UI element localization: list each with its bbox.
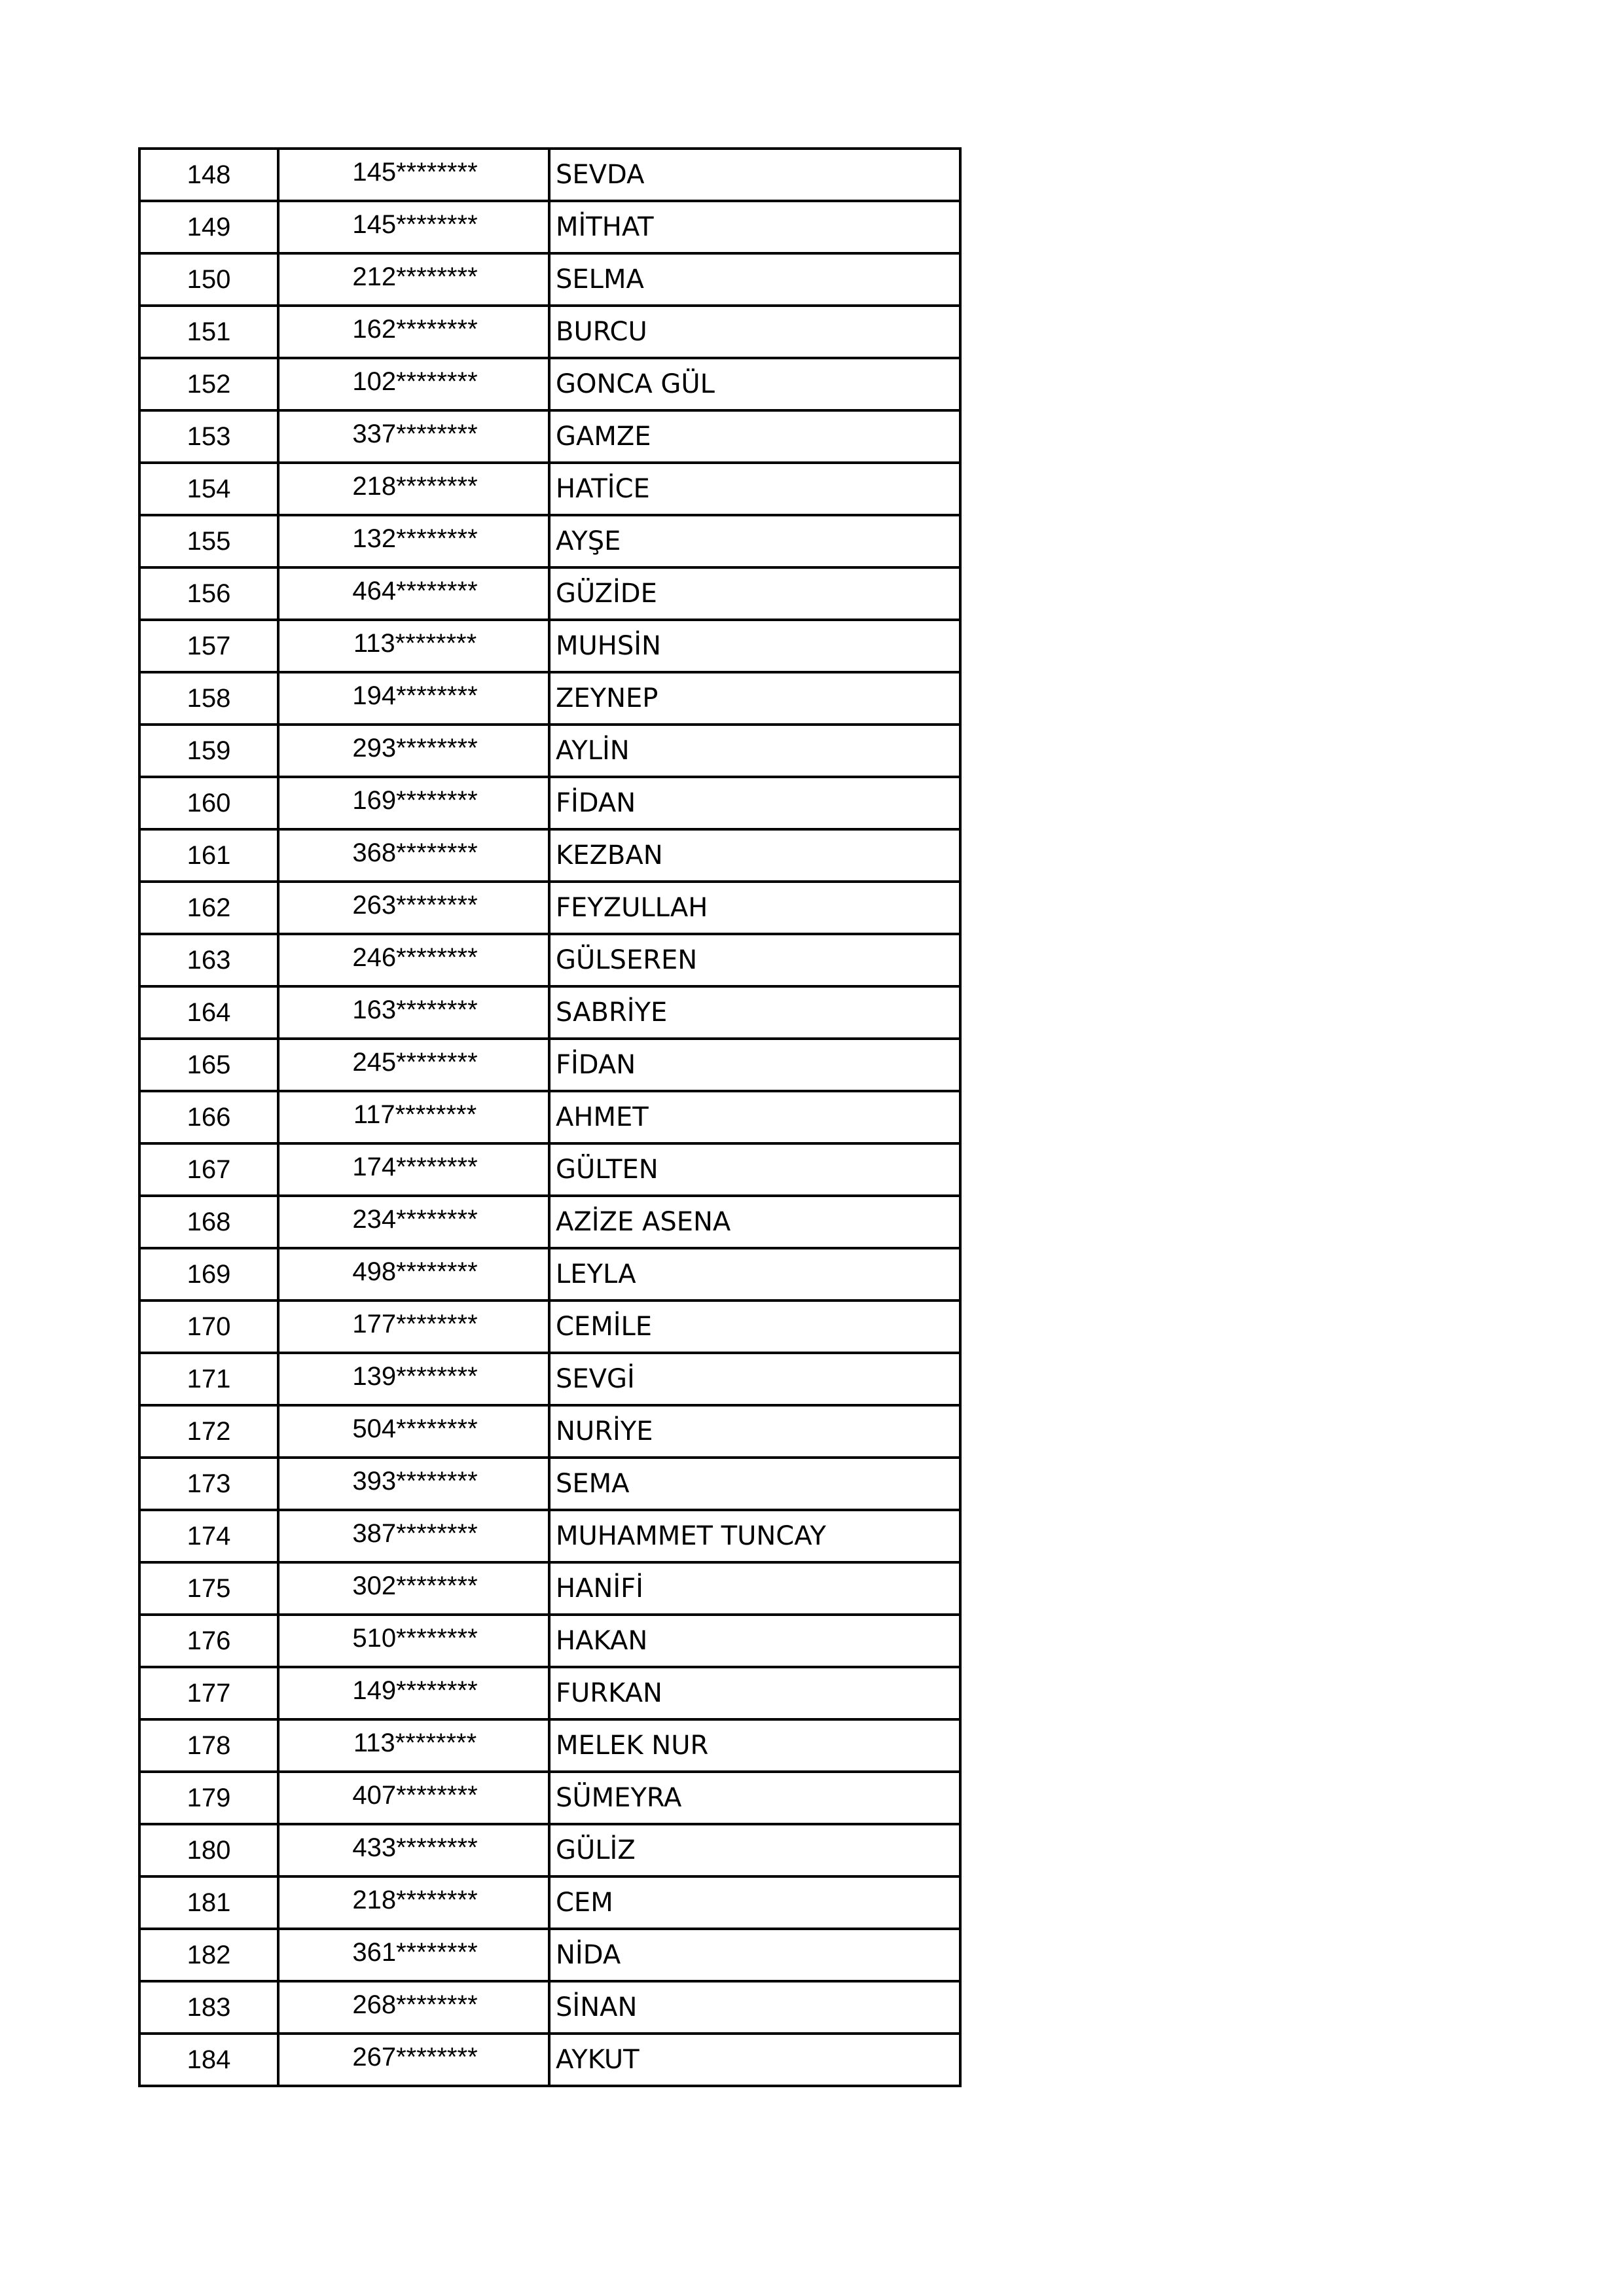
masked-id-text: 337******** bbox=[352, 419, 478, 448]
table-row bbox=[139, 725, 960, 777]
table-row bbox=[139, 2034, 960, 2086]
row-number-cell: 166 bbox=[139, 1091, 278, 1143]
masked-id-text: 268******** bbox=[352, 1990, 478, 2019]
table-row bbox=[139, 1719, 960, 1772]
masked-id-cell bbox=[278, 934, 549, 986]
person-name-cell: FURKAN bbox=[549, 1667, 960, 1719]
row-number-cell: 162 bbox=[139, 882, 278, 934]
masked-id-text: 245******** bbox=[352, 1047, 478, 1077]
masked-id-cell bbox=[278, 463, 549, 515]
row-number-cell: 148 bbox=[139, 149, 278, 201]
person-name-cell: FEYZULLAH bbox=[549, 882, 960, 934]
masked-id-cell bbox=[278, 2034, 549, 2086]
masked-id-cell bbox=[278, 201, 549, 253]
person-name-cell: GONCA GÜL bbox=[549, 358, 960, 410]
masked-id-cell bbox=[278, 1824, 549, 1876]
table-row bbox=[139, 777, 960, 829]
masked-id-cell bbox=[278, 306, 549, 358]
row-number-cell: 161 bbox=[139, 829, 278, 882]
person-name-cell: KEZBAN bbox=[549, 829, 960, 882]
row-number-cell: 155 bbox=[139, 515, 278, 567]
person-name-cell: MELEK NUR bbox=[549, 1719, 960, 1772]
person-name-cell: FİDAN bbox=[549, 1039, 960, 1091]
person-name-cell: NİDA bbox=[549, 1929, 960, 1981]
masked-id-text: 504******** bbox=[352, 1414, 478, 1443]
person-name-cell: LEYLA bbox=[549, 1248, 960, 1300]
person-name-cell: HATİCE bbox=[549, 463, 960, 515]
row-number-cell: 180 bbox=[139, 1824, 278, 1876]
masked-id-cell bbox=[278, 410, 549, 463]
table-row bbox=[139, 1248, 960, 1300]
row-number-cell: 179 bbox=[139, 1772, 278, 1824]
masked-id-text: 145******** bbox=[352, 157, 478, 187]
row-number-cell: 160 bbox=[139, 777, 278, 829]
masked-id-cell bbox=[278, 986, 549, 1039]
table-row bbox=[139, 149, 960, 201]
row-number-cell: 181 bbox=[139, 1876, 278, 1929]
row-number-cell: 163 bbox=[139, 934, 278, 986]
person-name-cell: BURCU bbox=[549, 306, 960, 358]
masked-id-text: 234******** bbox=[352, 1204, 478, 1234]
person-name-cell: ZEYNEP bbox=[549, 672, 960, 725]
masked-id-cell bbox=[278, 829, 549, 882]
table-row bbox=[139, 1458, 960, 1510]
table-row bbox=[139, 1981, 960, 2034]
person-name-cell: GÜZİDE bbox=[549, 567, 960, 620]
masked-id-text: 263******** bbox=[352, 890, 478, 920]
row-number-cell: 174 bbox=[139, 1510, 278, 1562]
person-name-cell: MİTHAT bbox=[549, 201, 960, 253]
masked-id-cell bbox=[278, 1510, 549, 1562]
masked-id-cell bbox=[278, 358, 549, 410]
person-name-cell: AYŞE bbox=[549, 515, 960, 567]
masked-id-text: 177******** bbox=[352, 1309, 478, 1338]
masked-id-text: 361******** bbox=[352, 1937, 478, 1967]
masked-id-cell bbox=[278, 1458, 549, 1510]
table-row bbox=[139, 672, 960, 725]
masked-id-cell bbox=[278, 672, 549, 725]
person-name-cell: AZİZE ASENA bbox=[549, 1196, 960, 1248]
masked-id-cell bbox=[278, 1615, 549, 1667]
masked-id-cell bbox=[278, 149, 549, 201]
person-name-cell: MUHAMMET TUNCAY bbox=[549, 1510, 960, 1562]
row-number-cell: 165 bbox=[139, 1039, 278, 1091]
row-number-cell: 183 bbox=[139, 1981, 278, 2034]
masked-id-cell bbox=[278, 1562, 549, 1615]
masked-id-cell bbox=[278, 1248, 549, 1300]
masked-id-text: 117******** bbox=[353, 1100, 477, 1129]
masked-id-cell bbox=[278, 882, 549, 934]
masked-id-text: 145******** bbox=[352, 209, 478, 239]
person-name-cell: SEMA bbox=[549, 1458, 960, 1510]
table-row bbox=[139, 1405, 960, 1458]
table-row bbox=[139, 1876, 960, 1929]
person-name-cell: MUHSİN bbox=[549, 620, 960, 672]
masked-id-cell bbox=[278, 1929, 549, 1981]
table-row bbox=[139, 1929, 960, 1981]
row-number-cell: 173 bbox=[139, 1458, 278, 1510]
person-name-cell: GÜLTEN bbox=[549, 1143, 960, 1196]
table-row bbox=[139, 1353, 960, 1405]
row-number-cell: 171 bbox=[139, 1353, 278, 1405]
masked-id-cell bbox=[278, 515, 549, 567]
person-name-cell: GAMZE bbox=[549, 410, 960, 463]
masked-id-text: 212******** bbox=[352, 262, 478, 291]
table-row bbox=[139, 1615, 960, 1667]
table-row bbox=[139, 253, 960, 306]
masked-id-text: 293******** bbox=[352, 733, 478, 762]
table-row bbox=[139, 306, 960, 358]
masked-id-cell bbox=[278, 620, 549, 672]
masked-id-text: 433******** bbox=[352, 1833, 478, 1862]
row-number-cell: 184 bbox=[139, 2034, 278, 2086]
masked-id-text: 407******** bbox=[352, 1780, 478, 1810]
row-number-cell: 169 bbox=[139, 1248, 278, 1300]
row-number-cell: 164 bbox=[139, 986, 278, 1039]
table-row bbox=[139, 358, 960, 410]
masked-id-text: 218******** bbox=[352, 1885, 478, 1914]
table-row bbox=[139, 1562, 960, 1615]
masked-id-cell bbox=[278, 1196, 549, 1248]
row-number-cell: 172 bbox=[139, 1405, 278, 1458]
masked-id-text: 113******** bbox=[353, 628, 477, 658]
table-row bbox=[139, 1772, 960, 1824]
name-list-table bbox=[138, 147, 962, 2087]
masked-id-text: 218******** bbox=[352, 471, 478, 501]
masked-id-text: 464******** bbox=[352, 576, 478, 605]
table-row bbox=[139, 1143, 960, 1196]
table-row bbox=[139, 1667, 960, 1719]
masked-id-cell bbox=[278, 567, 549, 620]
masked-id-text: 387******** bbox=[352, 1518, 478, 1548]
person-name-cell: GÜLSEREN bbox=[549, 934, 960, 986]
person-name-cell: NURİYE bbox=[549, 1405, 960, 1458]
row-number-cell: 152 bbox=[139, 358, 278, 410]
masked-id-text: 132******** bbox=[352, 524, 478, 553]
table-row bbox=[139, 882, 960, 934]
masked-id-cell bbox=[278, 1405, 549, 1458]
row-number-cell: 157 bbox=[139, 620, 278, 672]
person-name-cell: SELMA bbox=[549, 253, 960, 306]
table-row bbox=[139, 1196, 960, 1248]
row-number-cell: 150 bbox=[139, 253, 278, 306]
table-row bbox=[139, 201, 960, 253]
masked-id-text: 139******** bbox=[352, 1361, 478, 1391]
row-number-cell: 170 bbox=[139, 1300, 278, 1353]
person-name-cell: SİNAN bbox=[549, 1981, 960, 2034]
person-name-cell: FİDAN bbox=[549, 777, 960, 829]
masked-id-cell bbox=[278, 1772, 549, 1824]
row-number-cell: 151 bbox=[139, 306, 278, 358]
table-row bbox=[139, 934, 960, 986]
masked-id-text: 267******** bbox=[352, 2042, 478, 2072]
row-number-cell: 159 bbox=[139, 725, 278, 777]
masked-id-cell bbox=[278, 1039, 549, 1091]
row-number-cell: 178 bbox=[139, 1719, 278, 1772]
masked-id-text: 194******** bbox=[352, 681, 478, 710]
table-row bbox=[139, 986, 960, 1039]
person-name-cell: CEMİLE bbox=[549, 1300, 960, 1353]
person-name-cell: AHMET bbox=[549, 1091, 960, 1143]
table-body bbox=[139, 149, 960, 2086]
table-row bbox=[139, 620, 960, 672]
person-name-cell: GÜLİZ bbox=[549, 1824, 960, 1876]
masked-id-text: 498******** bbox=[352, 1257, 478, 1286]
person-name-cell: AYLİN bbox=[549, 725, 960, 777]
masked-id-cell bbox=[278, 253, 549, 306]
table-row bbox=[139, 1091, 960, 1143]
masked-id-text: 174******** bbox=[352, 1152, 478, 1181]
masked-id-cell bbox=[278, 1300, 549, 1353]
masked-id-text: 393******** bbox=[352, 1466, 478, 1496]
masked-id-cell bbox=[278, 1981, 549, 2034]
row-number-cell: 154 bbox=[139, 463, 278, 515]
person-name-cell: HAKAN bbox=[549, 1615, 960, 1667]
masked-id-text: 149******** bbox=[352, 1676, 478, 1705]
masked-id-text: 162******** bbox=[352, 314, 478, 344]
row-number-cell: 156 bbox=[139, 567, 278, 620]
masked-id-cell bbox=[278, 777, 549, 829]
masked-id-cell bbox=[278, 1667, 549, 1719]
masked-id-cell bbox=[278, 725, 549, 777]
table-row bbox=[139, 463, 960, 515]
row-number-cell: 182 bbox=[139, 1929, 278, 1981]
person-name-cell: CEM bbox=[549, 1876, 960, 1929]
masked-id-cell bbox=[278, 1876, 549, 1929]
row-number-cell: 158 bbox=[139, 672, 278, 725]
table-row bbox=[139, 515, 960, 567]
masked-id-text: 302******** bbox=[352, 1571, 478, 1600]
row-number-cell: 176 bbox=[139, 1615, 278, 1667]
masked-id-cell bbox=[278, 1719, 549, 1772]
row-number-cell: 167 bbox=[139, 1143, 278, 1196]
person-name-cell: SEVDA bbox=[549, 149, 960, 201]
table-row bbox=[139, 410, 960, 463]
row-number-cell: 153 bbox=[139, 410, 278, 463]
masked-id-text: 510******** bbox=[352, 1623, 478, 1653]
table-row bbox=[139, 1039, 960, 1091]
masked-id-text: 163******** bbox=[352, 995, 478, 1024]
row-number-cell: 175 bbox=[139, 1562, 278, 1615]
table-row bbox=[139, 1510, 960, 1562]
masked-id-text: 246******** bbox=[352, 942, 478, 972]
masked-id-cell bbox=[278, 1143, 549, 1196]
masked-id-text: 113******** bbox=[353, 1728, 477, 1757]
person-name-cell: SÜMEYRA bbox=[549, 1772, 960, 1824]
person-name-cell: HANİFİ bbox=[549, 1562, 960, 1615]
masked-id-text: 169******** bbox=[352, 785, 478, 815]
person-name-cell: AYKUT bbox=[549, 2034, 960, 2086]
masked-id-text: 102******** bbox=[352, 367, 478, 396]
row-number-cell: 168 bbox=[139, 1196, 278, 1248]
row-number-cell: 149 bbox=[139, 201, 278, 253]
row-number-cell: 177 bbox=[139, 1667, 278, 1719]
table-row bbox=[139, 829, 960, 882]
masked-id-cell bbox=[278, 1091, 549, 1143]
masked-id-cell bbox=[278, 1353, 549, 1405]
table-row bbox=[139, 1824, 960, 1876]
person-name-cell: SABRİYE bbox=[549, 986, 960, 1039]
table-row bbox=[139, 567, 960, 620]
masked-id-text: 368******** bbox=[352, 838, 478, 867]
person-name-cell: SEVGİ bbox=[549, 1353, 960, 1405]
table-row bbox=[139, 1300, 960, 1353]
